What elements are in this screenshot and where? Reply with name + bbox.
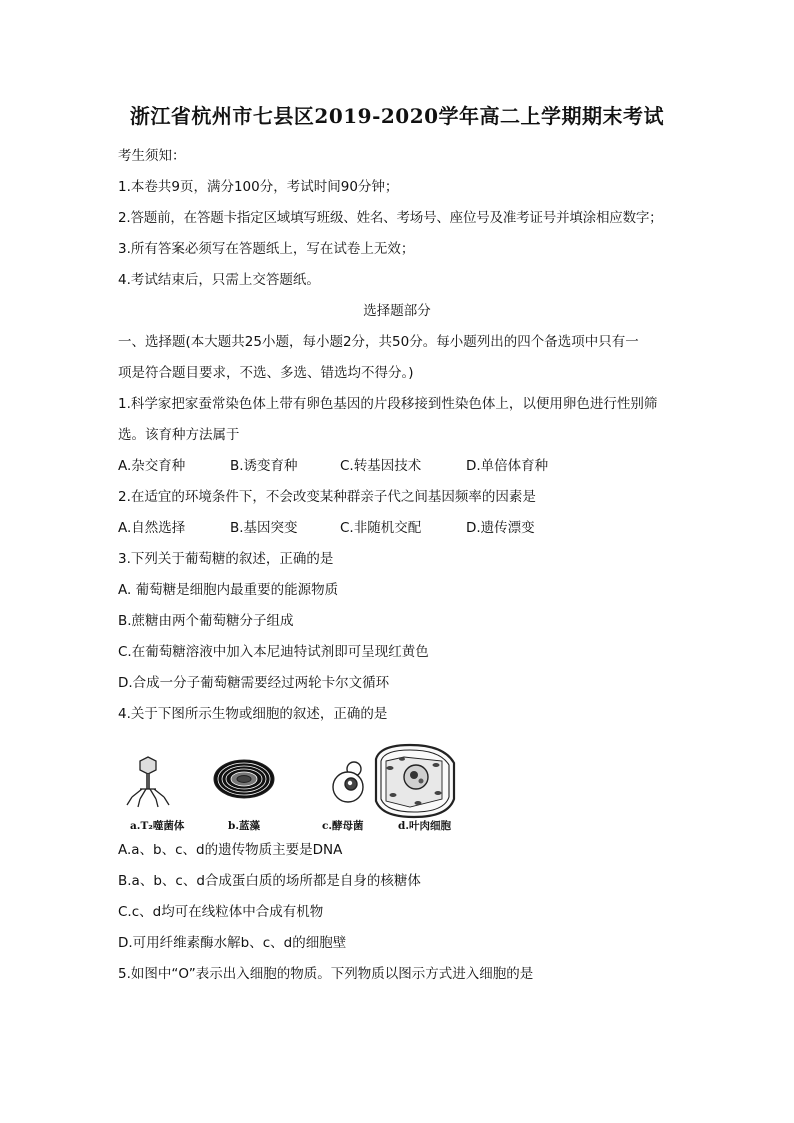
figure-caption-b: b.蓝藻	[228, 820, 260, 832]
figure-caption-a: a.T₂噬菌体	[130, 820, 185, 832]
q2-option-c: C.非随机交配	[340, 520, 422, 536]
q4-option-c: C.c、d均可在线粒体中合成有机物	[118, 904, 324, 920]
q2-stem: 2.在适宜的环境条件下，不会改变某种群亲子代之间基因频率的因素是	[118, 489, 536, 505]
q3-option-b: B.蔗糖由两个葡萄糖分子组成	[118, 613, 294, 629]
q4-option-d: D.可用纤维素酶水解b、c、d的细胞壁	[118, 935, 347, 951]
q4-option-a: A.a、b、c、d的遗传物质主要是DNA	[118, 842, 343, 858]
q2-option-b: B.基因突变	[230, 520, 298, 536]
section-title: 选择题部分	[363, 303, 431, 319]
q1-option-b: B.诱变育种	[230, 458, 298, 474]
notice-item: 2.答题前，在答题卡指定区域填写班级、姓名、考场号、座位号及准考证号并填涂相应数字；	[118, 210, 663, 226]
q3-option-c: C.在葡萄糖溶液中加入本尼迪特试剂即可呈现红黄色	[118, 644, 429, 660]
q2-option-a: A.自然选择	[118, 520, 186, 536]
q4-option-b: B.a、b、c、d合成蛋白质的场所都是自身的核糖体	[118, 873, 421, 889]
q5-stem: 5.如图中“O”表示出入细胞的物质。下列物质以图示方式进入细胞的是	[118, 966, 534, 982]
notice-item: 3.所有答案必须写在答题纸上，写在试卷上无效；	[118, 241, 415, 257]
yeast-illustration	[333, 762, 363, 802]
instructions-line: 一、选择题(本大题共25小题，每小题2分，共50分。每小题列出的四个备选项中只有一	[118, 334, 639, 350]
q4-stem: 4.关于下图所示生物或细胞的叙述，正确的是	[118, 706, 388, 722]
phage-illustration	[127, 757, 169, 807]
q3-stem: 3.下列关于葡萄糖的叙述，正确的是	[118, 551, 334, 567]
notice-item: 4.考试结束后，只需上交答题纸。	[118, 272, 320, 288]
q1-stem: 1.科学家把家蚕常染色体上带有卵色基因的片段移接到性染色体上，以便用卵色进行性别筛	[118, 396, 658, 412]
q3-option-a: A. 葡萄糖是细胞内最重要的能源物质	[118, 582, 339, 598]
notice-item: 1.本卷共9页，满分100分，考试时间90分钟；	[118, 179, 399, 195]
q4-figure	[118, 735, 480, 833]
q2-option-d: D.遗传漂变	[466, 520, 535, 536]
q1-stem: 选。该育种方法属于	[118, 427, 240, 443]
exam-title: 浙江省杭州市七县区2019-2020学年高二上学期期末考试	[129, 104, 665, 128]
figure-caption-c: c.酵母菌	[322, 820, 364, 832]
q1-option-c: C.转基因技术	[340, 458, 422, 474]
blue-algae-illustration	[214, 760, 274, 798]
q1-option-d: D.单倍体育种	[466, 458, 549, 474]
mesophyll-cell-illustration	[376, 745, 454, 817]
figure-caption-d: d.叶肉细胞	[398, 820, 451, 832]
q1-option-a: A.杂交育种	[118, 458, 186, 474]
q3-option-d: D.合成一分子葡萄糖需要经过两轮卡尔文循环	[118, 675, 390, 691]
instructions-line: 项是符合题目要求，不选、多选、错选均不得分。)	[118, 365, 414, 381]
notice-heading: 考生须知：	[118, 148, 186, 164]
